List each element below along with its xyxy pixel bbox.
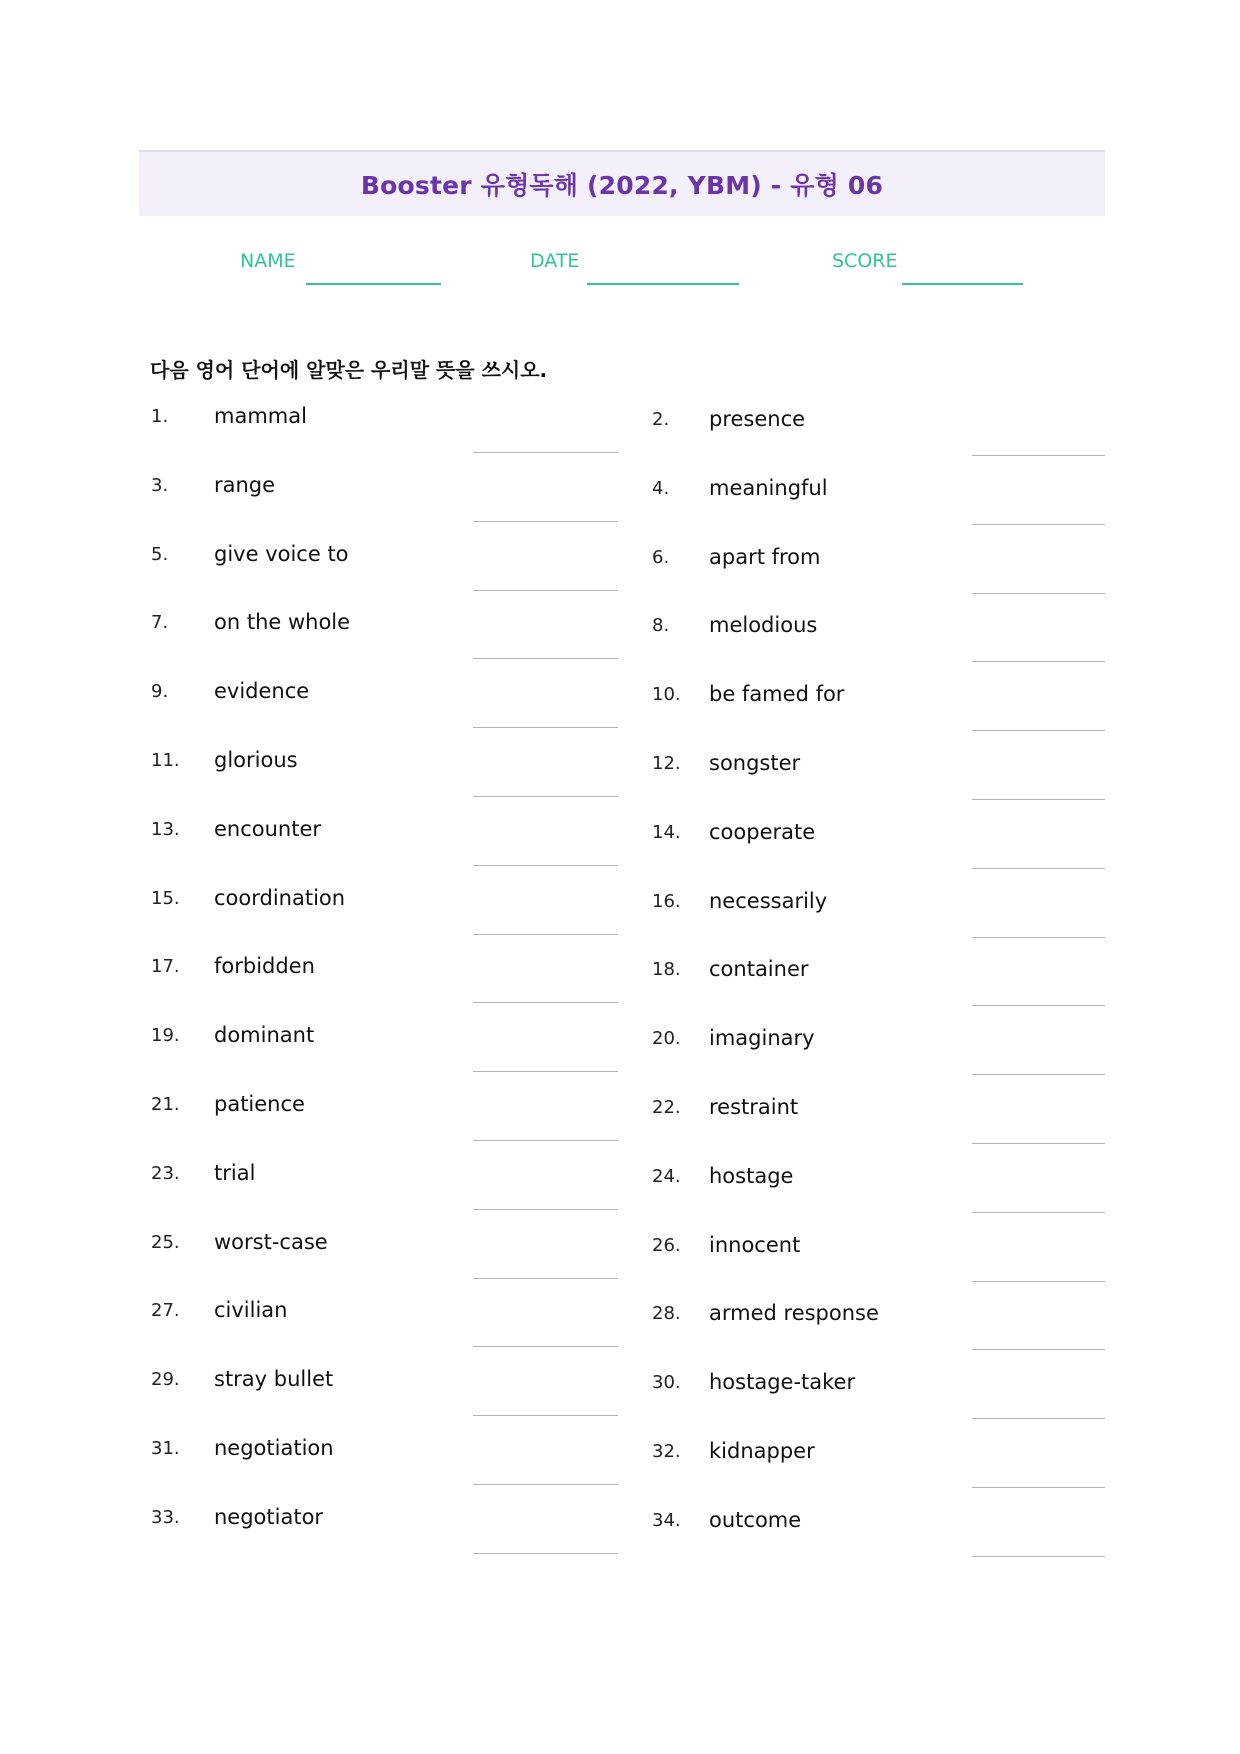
item-number: 7.	[151, 612, 169, 633]
vocab-item	[652, 822, 1105, 890]
vocab-item	[151, 681, 618, 749]
vocab-item	[151, 1438, 618, 1506]
item-word: armed response	[709, 1301, 879, 1325]
worksheet-title: Booster 유형독해 (2022, YBM) - 유형 06	[360, 171, 884, 200]
vocab-item	[652, 1372, 1105, 1440]
item-word: patience	[214, 1092, 305, 1116]
item-word: glorious	[214, 748, 298, 772]
vocab-item	[652, 684, 1105, 752]
vocab-item	[151, 1025, 618, 1093]
answer-blank[interactable]	[473, 727, 618, 728]
item-number: 3.	[151, 475, 169, 496]
answer-blank[interactable]	[473, 521, 618, 522]
vocab-item	[652, 409, 1105, 477]
vocab-item	[151, 819, 618, 887]
item-number: 9.	[151, 681, 169, 702]
vocab-item	[652, 753, 1105, 821]
vocab-item	[652, 891, 1105, 959]
item-number: 1.	[151, 406, 169, 427]
vocab-item	[151, 1300, 618, 1368]
item-number: 31.	[151, 1438, 180, 1459]
answer-blank[interactable]	[972, 593, 1105, 594]
item-number: 34.	[652, 1510, 681, 1531]
answer-blank[interactable]	[473, 1071, 618, 1072]
vocab-item	[652, 1097, 1105, 1165]
item-word: innocent	[709, 1233, 801, 1257]
item-word: encounter	[214, 817, 322, 841]
item-word: range	[214, 473, 276, 497]
item-number: 32.	[652, 1441, 681, 1462]
answer-blank[interactable]	[473, 1415, 618, 1416]
vocab-item	[652, 1510, 1105, 1578]
item-number: 11.	[151, 750, 180, 771]
item-word: be famed for	[709, 682, 845, 706]
answer-blank[interactable]	[972, 455, 1105, 456]
item-word: mammal	[214, 404, 307, 428]
item-number: 2.	[652, 409, 670, 430]
item-number: 15.	[151, 888, 180, 909]
item-number: 19.	[151, 1025, 180, 1046]
item-number: 6.	[652, 547, 670, 568]
item-number: 14.	[652, 822, 681, 843]
vocab-item	[652, 1028, 1105, 1096]
answer-blank[interactable]	[473, 1209, 618, 1210]
vocab-item	[151, 956, 618, 1024]
vocab-item	[652, 478, 1105, 546]
item-word: restraint	[709, 1095, 799, 1119]
answer-blank[interactable]	[473, 1278, 618, 1279]
item-number: 23.	[151, 1163, 180, 1184]
item-word: apart from	[709, 545, 821, 569]
vocab-item	[151, 888, 618, 956]
item-word: meaningful	[709, 476, 828, 500]
vocab-item	[652, 1303, 1105, 1371]
item-word: kidnapper	[709, 1439, 815, 1463]
item-number: 5.	[151, 544, 169, 565]
item-word: worst-case	[214, 1230, 328, 1254]
answer-blank[interactable]	[972, 524, 1105, 525]
item-word: melodious	[709, 613, 818, 637]
vocab-item	[151, 1369, 618, 1437]
answer-blank[interactable]	[473, 796, 618, 797]
item-number: 21.	[151, 1094, 180, 1115]
item-word: trial	[214, 1161, 256, 1185]
answer-blank[interactable]	[972, 1143, 1105, 1144]
answer-blank[interactable]	[473, 1484, 618, 1485]
answer-blank[interactable]	[972, 1212, 1105, 1213]
vocab-item	[151, 1507, 618, 1575]
item-word: cooperate	[709, 820, 816, 844]
item-word: necessarily	[709, 889, 828, 913]
item-word: container	[709, 957, 809, 981]
vocab-item	[652, 615, 1105, 683]
item-number: 4.	[652, 478, 670, 499]
item-number: 29.	[151, 1369, 180, 1390]
item-word: stray bullet	[214, 1367, 334, 1391]
answer-blank[interactable]	[473, 658, 618, 659]
item-number: 28.	[652, 1303, 681, 1324]
answer-blank[interactable]	[473, 1140, 618, 1141]
item-word: coordination	[214, 886, 346, 910]
item-number: 30.	[652, 1372, 681, 1393]
item-word: dominant	[214, 1023, 315, 1047]
vocab-item	[151, 475, 618, 543]
answer-blank[interactable]	[473, 934, 618, 935]
answer-blank[interactable]	[972, 1074, 1105, 1075]
item-number: 27.	[151, 1300, 180, 1321]
date-label: DATE	[530, 250, 580, 272]
answer-blank[interactable]	[972, 937, 1105, 938]
vocab-item	[151, 1094, 618, 1162]
item-word: forbidden	[214, 954, 315, 978]
item-number: 18.	[652, 959, 681, 980]
answer-blank[interactable]	[473, 452, 618, 453]
item-number: 10.	[652, 684, 681, 705]
answer-blank[interactable]	[473, 1346, 618, 1347]
vocab-item	[151, 1232, 618, 1300]
item-word: presence	[709, 407, 806, 431]
instruction: 다음 영어 단어에 알맞은 우리말 뜻을 쓰시오.	[150, 358, 548, 382]
answer-blank[interactable]	[972, 1418, 1105, 1419]
item-word: civilian	[214, 1298, 288, 1322]
item-number: 8.	[652, 615, 670, 636]
answer-blank[interactable]	[972, 1349, 1105, 1350]
name-field[interactable]	[306, 283, 441, 285]
vocab-item	[652, 1441, 1105, 1509]
item-number: 12.	[652, 753, 681, 774]
vocab-item	[151, 1163, 618, 1231]
answer-blank[interactable]	[972, 799, 1105, 800]
answer-blank[interactable]	[972, 868, 1105, 869]
item-number: 24.	[652, 1166, 681, 1187]
answer-blank[interactable]	[473, 1002, 618, 1003]
vocab-item	[652, 1235, 1105, 1303]
item-number: 17.	[151, 956, 180, 977]
vocab-item	[151, 612, 618, 680]
answer-blank[interactable]	[972, 661, 1105, 662]
score-label: SCORE	[832, 250, 898, 272]
vocab-item	[151, 750, 618, 818]
item-number: 20.	[652, 1028, 681, 1049]
score-field[interactable]	[902, 283, 1023, 285]
answer-blank[interactable]	[473, 1553, 618, 1554]
item-number: 26.	[652, 1235, 681, 1256]
answer-blank[interactable]	[972, 730, 1105, 731]
vocab-item	[151, 544, 618, 612]
item-word: outcome	[709, 1508, 802, 1532]
date-field[interactable]	[587, 283, 739, 285]
item-number: 25.	[151, 1232, 180, 1253]
item-number: 13.	[151, 819, 180, 840]
item-word: on the whole	[214, 610, 351, 634]
vocab-item	[652, 959, 1105, 1027]
item-word: hostage-taker	[709, 1370, 856, 1394]
answer-blank[interactable]	[473, 590, 618, 591]
item-number: 22.	[652, 1097, 681, 1118]
answer-blank[interactable]	[972, 1005, 1105, 1006]
answer-blank[interactable]	[972, 1281, 1105, 1282]
item-word: songster	[709, 751, 801, 775]
item-word: imaginary	[709, 1026, 815, 1050]
name-label: NAME	[240, 250, 296, 272]
title-bar	[139, 150, 1105, 216]
item-word: give voice to	[214, 542, 349, 566]
answer-blank[interactable]	[972, 1556, 1105, 1557]
item-word: evidence	[214, 679, 310, 703]
answer-blank[interactable]	[473, 865, 618, 866]
item-number: 33.	[151, 1507, 180, 1528]
item-number: 16.	[652, 891, 681, 912]
vocab-item	[151, 406, 618, 474]
vocab-item	[652, 547, 1105, 615]
vocab-item	[652, 1166, 1105, 1234]
item-word: hostage	[709, 1164, 794, 1188]
item-word: negotiator	[214, 1505, 324, 1529]
item-word: negotiation	[214, 1436, 334, 1460]
answer-blank[interactable]	[972, 1487, 1105, 1488]
